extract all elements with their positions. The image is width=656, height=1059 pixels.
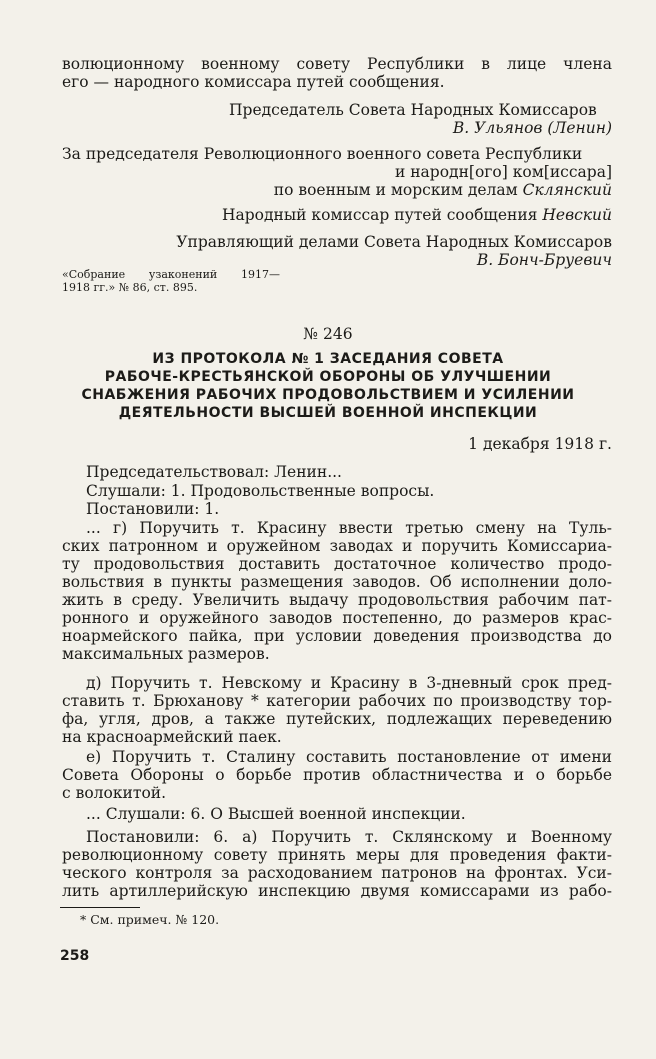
manager-name: В. Бонч-Бруевич [476,251,612,269]
paragraph-line: ноармейского пайка, при условии доведения производства до [62,627,612,645]
paragraph-line: жить в среду. Увеличить выдачу продовольствия рабочим пат- [62,591,612,609]
paragraph-line: ронного и оружейного заводов постепенно, до размеров крас- [62,609,612,627]
heard-line: Слушали: 1. Продовольственные вопросы. [86,482,435,500]
paragraph-line: ... г) Поручить т. Красину ввести третью смену на Туль- [86,519,612,537]
top-paragraph-line: волюционному военному совету Республики в лице члена [62,55,612,73]
paragraph-line: с волокитой. [62,784,167,802]
rvs-signature: по военным и морским делам Склянский [273,181,612,199]
presided-line: Председательствовал: Ленин... [86,463,342,481]
footnote-divider [60,907,140,908]
rvs-line: и народн[ого] ком[иссара] [394,163,612,181]
paragraph-line: ту продовольствия доставить достаточное количество продо- [62,555,612,573]
document-title-line: РАБОЧЕ-КРЕСТЬЯНСКОЙ ОБОРОНЫ ОБ УЛУЧШЕНИИ [104,369,552,385]
paragraph-line: д) Поручить т. Невскому и Красину в 3-дневный срок пред- [86,674,612,692]
source-ref-line: 1918 гг.» № 86, ст. 895. [62,281,198,294]
document-title-line: ДЕЯТЕЛЬНОСТИ ВЫСШЕЙ ВОЕННОЙ ИНСПЕКЦИИ [118,405,538,421]
chairman-title: Председатель Совета Народных Комиссаров [229,101,597,119]
top-paragraph-line: его — народного комиссара путей сообщения. [62,73,445,91]
paragraph-line: вольствия в пункты размещения заводов. Об исполнении доло- [62,573,612,591]
document-title-line: СНАБЖЕНИЯ РАБОЧИХ ПРОДОВОЛЬСТВИЕМ И УСИЛЕНИИ [81,387,575,403]
paragraph-line: лить артиллерийскую инспекцию двумя комиссарами из рабо- [62,882,612,900]
rvs-line: За председателя Революционного военного совета Республики [62,145,583,163]
page-number: 258 [60,948,90,964]
manager-title: Управляющий делами Совета Народных Комиссаров [176,233,612,251]
paragraph-line: фа, угля, дров, а также путейских, подлежащих переведению [62,710,612,728]
source-ref-line: «Собрание узаконений 1917— [62,268,280,281]
paragraph-line: ских патронном и оружейном заводах и поручить Комиссариа- [62,537,612,555]
paragraph-line: ческого контроля за расходованием патронов на фронтах. Уси- [62,864,612,882]
paragraph-line: Постановили: 6. а) Поручить т. Склянскому и Военному [86,828,612,846]
resolved-line: Постановили: 1. [86,500,220,518]
transport-signature: Народный комиссар путей сообщения Невский [221,206,612,224]
paragraph-line: Совета Обороны о борьбе против областничества и о борьбе [62,766,612,784]
paragraph-line: максимальных размеров. [62,645,270,663]
chairman-name: В. Ульянов (Ленин) [452,119,612,137]
heard-line: ... Слушали: 6. О Высшей военной инспекции. [86,805,466,823]
document-title-line: ИЗ ПРОТОКОЛА № 1 ЗАСЕДАНИЯ СОВЕТА [152,351,504,367]
paragraph-line: е) Поручить т. Сталину составить постановление от имени [86,748,612,766]
paragraph-line: ставить т. Брюханову * категории рабочих по производству тор- [62,692,612,710]
document-date: 1 декабря 1918 г. [468,435,612,453]
paragraph-line: революционному совету принять меры для проведения факти- [62,846,612,864]
footnote: * См. примеч. № 120. [80,912,220,927]
document-number: № 246 [303,325,353,343]
paragraph-line: на красноармейский паек. [62,728,282,746]
